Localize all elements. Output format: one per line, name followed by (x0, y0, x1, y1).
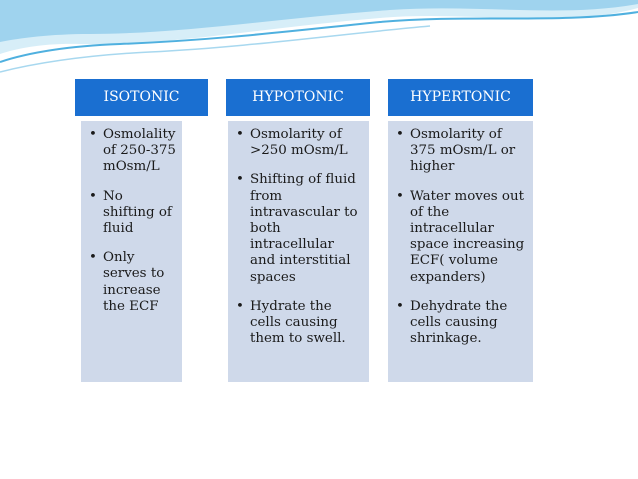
column-body (388, 121, 533, 382)
column-header: ISOTONIC (75, 79, 208, 116)
header-wave-decoration (0, 0, 638, 90)
column-body (228, 121, 369, 382)
list-item: • Dehydrate the cells causing shrinkage. (394, 299, 527, 348)
bullet-list (234, 127, 363, 347)
list-item: • Osmolality of 250-375 mOsm/L (87, 127, 176, 176)
list-item: • Hydrate the cells causing them to swell. (234, 299, 363, 348)
list-item: • Water moves out of the intracellular space increasing ECF( volume expanders) (394, 189, 527, 286)
list-item: • Shifting of fluid from intravascular to both intracellular and interstitial spaces (234, 172, 363, 285)
column-header: HYPOTONIC (226, 79, 370, 116)
bullet-list (87, 127, 176, 315)
column-header: HYPERTONIC (388, 79, 533, 116)
list-item: • Only serves to increase the ECF (87, 250, 176, 315)
list-item: • Osmolarity of 375 mOsm/L or higher (394, 127, 527, 176)
column-hypotonic (226, 79, 370, 347)
list-item: • Osmolarity of >250 mOsm/L (234, 127, 363, 159)
bullet-list (394, 127, 527, 347)
list-item: • No shifting of fluid (87, 189, 176, 238)
column-isotonic (75, 79, 208, 314)
column-hypertonic (388, 79, 533, 347)
column-body (81, 121, 182, 382)
